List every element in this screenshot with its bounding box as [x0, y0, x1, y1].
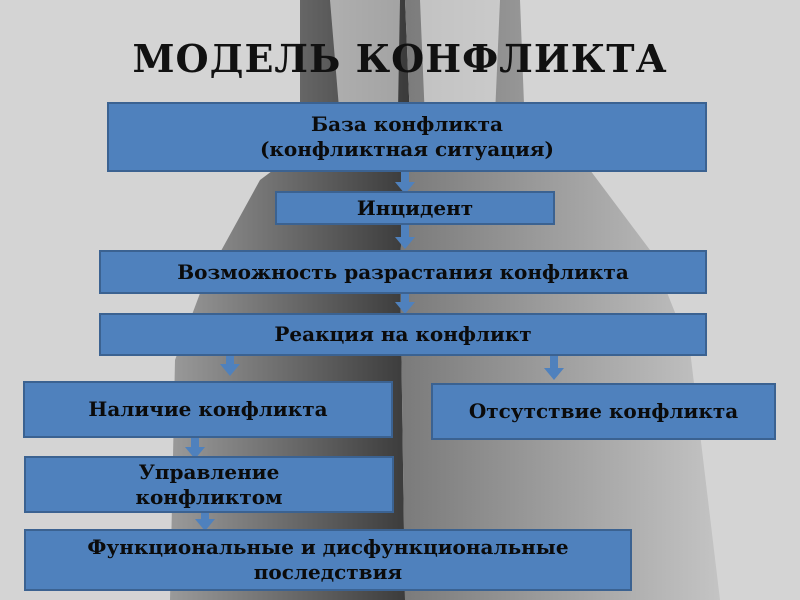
node-incident	[275, 191, 555, 225]
node-conflict-basis	[107, 102, 707, 172]
arrow-down-icon	[542, 356, 566, 380]
node-consequences-line2: последствия	[253, 560, 403, 584]
node-reaction-label: Реакция на конфликт	[274, 322, 532, 346]
node-conflict-management-line2: конфликтом	[135, 484, 283, 509]
node-conflict-basis-line2: (конфликтная ситуация)	[259, 137, 555, 161]
node-consequences-line1: Функциональные и дисфункциональные	[87, 535, 569, 559]
node-conflict-absence-label: Отсутствие конфликта	[468, 399, 739, 423]
node-incident-label: Инцидент	[356, 195, 474, 220]
node-conflict-presence-label: Наличие конфликта	[88, 397, 328, 421]
node-consequences	[24, 529, 632, 591]
node-escalation	[99, 250, 707, 294]
node-reaction	[99, 313, 707, 356]
page-title: МОДЕЛЬ КОНФЛИКТА	[132, 36, 668, 81]
node-conflict-absence	[431, 383, 776, 440]
node-conflict-management-line1: Управление	[138, 459, 280, 484]
node-escalation-label: Возможность разрастания конфликта	[177, 259, 629, 284]
node-conflict-management	[24, 456, 394, 513]
node-conflict-basis-line1: База конфликта	[311, 112, 503, 136]
node-conflict-presence	[23, 381, 393, 438]
arrow-down-icon	[393, 225, 417, 249]
